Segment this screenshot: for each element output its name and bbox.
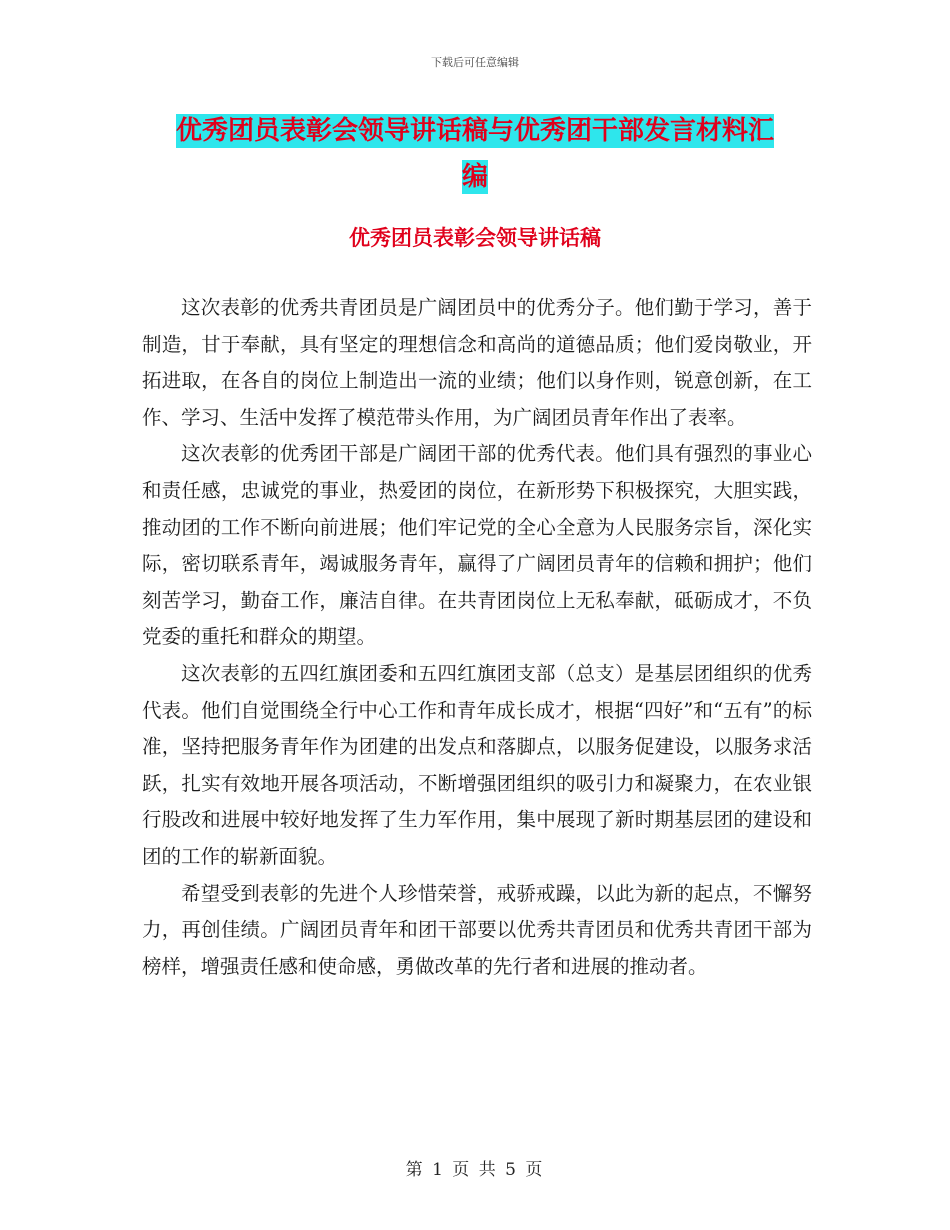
paragraph-3: 这次表彰的五四红旗团委和五四红旗团支部（总支）是基层团组织的优秀代表。他们自觉围绕全行中心工作和青年成长成才，根据“四好”和“五有”的标准，坚持把服务青年作为团建的出发点和落脚点，以服务促建设，以服务求活跃，扎实有效地开展各项活动，不断增强团组织的吸引力和凝聚力，在农业银行股改和进展中较好地发挥了生力军作用，集中展现了新时期基层团的建设和团的工作的崭新面貌。 — [142, 661, 812, 868]
title-line-2: 编 — [461, 162, 488, 192]
header-note: 下载后可任意编辑 — [431, 56, 519, 69]
paragraph-4: 希望受到表彰的先进个人珍惜荣誉，戒骄戒躁，以此为新的起点，不懈努力，再创佳绩。广阔团员青年和团干部要以优秀共青团员和优秀共青团干部为榜样，增强责任感和使命感，勇做改革的先行者和进展的推动者。 — [142, 881, 812, 978]
body-text — [142, 290, 812, 985]
paragraph-2: 这次表彰的优秀团干部是广阔团干部的优秀代表。他们具有强烈的事业心和责任感，忠诚党的事业，热爱团的岗位，在新形势下积极探究，大胆实践，推动团的工作不断向前进展；他们牢记党的全心全意为人民服务宗旨，深化实际，密切联系青年，竭诚服务青年，赢得了广阔团员青年的信赖和拥护；他们刻苦学习，勤奋工作，廉洁自律。在共青团岗位上无私奉献，砥砺成才，不负党委的重托和群众的期望。 — [142, 442, 812, 649]
page-footer: 第 1 页 共 5 页 — [405, 1160, 545, 1180]
paragraph-1: 这次表彰的优秀共青团员是广阔团员中的优秀分子。他们勤于学习，善于制造，甘于奉献，具有坚定的理想信念和高尚的道德品质；他们爱岗敬业，开拓进取，在各自的岗位上制造出一流的业绩；他们以身作则，锐意创新，在工作、学习、生活中发挥了模范带头作用，为广阔团员青年作出了表率。 — [142, 296, 812, 429]
document-title — [140, 108, 810, 200]
section-subtitle: 优秀团员表彰会领导讲话稿 — [349, 226, 601, 250]
title-line-1: 优秀团员表彰会领导讲话稿与优秀团干部发言材料汇 — [175, 116, 774, 146]
